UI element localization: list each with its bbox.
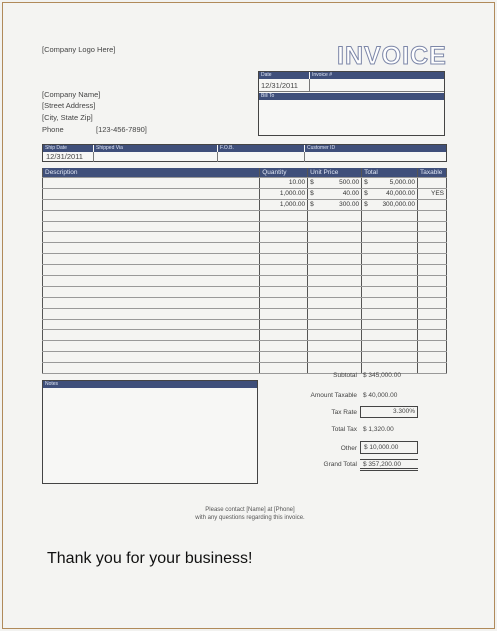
total-cell[interactable] [362, 188, 418, 199]
quantity-cell[interactable] [260, 210, 308, 221]
invoice-title: INVOICE [337, 42, 447, 70]
total-cell[interactable] [362, 286, 418, 297]
table-row [43, 265, 447, 276]
total-header: Total [362, 168, 418, 178]
description-cell[interactable] [43, 363, 260, 374]
taxable-cell[interactable] [417, 210, 446, 221]
description-cell[interactable] [43, 297, 260, 308]
total-cell[interactable] [362, 308, 418, 319]
description-cell[interactable] [43, 254, 260, 265]
description-cell[interactable] [43, 188, 260, 199]
currency-symbol: $ [364, 201, 368, 209]
total-cell[interactable] [362, 341, 418, 352]
taxable-cell[interactable] [417, 254, 446, 265]
divider [93, 152, 94, 162]
subtotal-label: Subtotal [333, 372, 357, 379]
taxable-cell[interactable] [417, 243, 446, 254]
currency-symbol: $ [310, 190, 314, 198]
description-cell[interactable] [43, 210, 260, 221]
taxable-cell[interactable] [417, 232, 446, 243]
tax-rate-input[interactable]: 3.300% [360, 406, 418, 418]
divider [259, 91, 444, 92]
description-cell[interactable] [43, 265, 260, 276]
quantity-cell[interactable] [260, 243, 308, 254]
notes-box[interactable] [42, 380, 258, 484]
invoice-date[interactable]: 12/31/2011 [261, 81, 298, 90]
table-row [43, 286, 447, 297]
table-row [43, 210, 447, 221]
unit-price-cell[interactable] [308, 308, 362, 319]
amount-taxable-value: $ 40,000.00 [363, 392, 398, 399]
total-cell[interactable] [362, 178, 418, 189]
table-row [43, 178, 447, 189]
thank-you-message: Thank you for your business! [47, 550, 253, 567]
taxable-cell[interactable] [417, 221, 446, 232]
phone-label: Phone [42, 125, 64, 134]
table-row [43, 297, 447, 308]
table-row [43, 276, 447, 287]
taxable-cell[interactable] [417, 199, 446, 210]
description-cell[interactable] [43, 352, 260, 363]
unit-price-cell[interactable] [308, 319, 362, 330]
company-street: [Street Address] [42, 101, 96, 110]
unit-price-cell[interactable] [308, 178, 362, 189]
description-cell[interactable] [43, 341, 260, 352]
total-cell[interactable] [362, 221, 418, 232]
taxable-cell[interactable] [417, 178, 446, 189]
total-cell[interactable] [362, 265, 418, 276]
unit-price-cell[interactable] [308, 210, 362, 221]
customer-id-header: Customer ID [305, 145, 446, 152]
total-cell[interactable] [362, 276, 418, 287]
total-value: 300,000.00 [382, 201, 415, 209]
total-cell[interactable] [362, 254, 418, 265]
unit-price-value: 500.00 [339, 179, 360, 187]
quantity-cell[interactable] [260, 276, 308, 287]
description-cell[interactable] [43, 276, 260, 287]
total-cell[interactable] [362, 199, 418, 210]
quantity-cell[interactable] [260, 265, 308, 276]
unit-price-cell[interactable] [308, 330, 362, 341]
currency-symbol: $ [364, 190, 368, 198]
unit-price-header: Unit Price [308, 168, 362, 178]
unit-price-cell[interactable] [308, 221, 362, 232]
quantity-cell[interactable] [260, 286, 308, 297]
description-cell[interactable] [43, 232, 260, 243]
tax-rate-label: Tax Rate [331, 409, 357, 416]
quantity-cell[interactable]: 10.00 [260, 178, 308, 189]
table-row [43, 243, 447, 254]
company-phone: [123-456-7890] [96, 125, 147, 134]
description-cell[interactable] [43, 319, 260, 330]
divider [217, 152, 218, 162]
description-cell[interactable] [43, 243, 260, 254]
total-cell[interactable] [362, 352, 418, 363]
contact-line-1: Please contact [Name] at [Phone] [205, 507, 295, 513]
table-row [43, 352, 447, 363]
items-header-row [43, 168, 447, 178]
taxable-cell[interactable] [417, 330, 446, 341]
taxable-cell[interactable] [417, 319, 446, 330]
quantity-cell[interactable] [260, 352, 308, 363]
unit-price-cell[interactable] [308, 297, 362, 308]
quantity-cell[interactable] [260, 232, 308, 243]
quantity-cell[interactable] [260, 297, 308, 308]
invoice-number-header: Invoice # [310, 72, 444, 79]
total-cell[interactable] [362, 297, 418, 308]
quantity-cell[interactable]: 1,000.00 [260, 199, 308, 210]
company-name: [Company Name] [42, 90, 101, 99]
ship-date-value[interactable]: 12/31/2011 [46, 152, 83, 161]
quantity-cell[interactable] [260, 319, 308, 330]
taxable-cell[interactable] [417, 341, 446, 352]
table-row [43, 254, 447, 265]
taxable-cell[interactable] [417, 363, 446, 374]
description-cell[interactable] [43, 308, 260, 319]
description-header: Description [43, 168, 260, 178]
quantity-cell[interactable] [260, 254, 308, 265]
unit-price-cell[interactable] [308, 254, 362, 265]
table-row [43, 199, 447, 210]
quantity-cell[interactable] [260, 341, 308, 352]
amount-taxable-label: Amount Taxable [310, 392, 357, 399]
unit-price-cell[interactable] [308, 232, 362, 243]
total-tax-value: $ 1,320.00 [363, 426, 394, 433]
total-cell[interactable] [362, 330, 418, 341]
unit-price-cell[interactable] [308, 265, 362, 276]
description-cell[interactable] [43, 178, 260, 189]
quantity-cell[interactable] [260, 330, 308, 341]
quantity-cell[interactable] [260, 308, 308, 319]
grand-total-label: Grand Total [323, 461, 357, 468]
table-row [43, 341, 447, 352]
shipped-via-header: Shipped Via [94, 145, 217, 152]
taxable-cell[interactable] [417, 276, 446, 287]
taxable-cell[interactable]: YES [417, 188, 446, 199]
table-row [43, 319, 447, 330]
divider [309, 79, 310, 91]
unit-price-value: 300.00 [339, 201, 360, 209]
unit-price-cell[interactable] [308, 243, 362, 254]
unit-price-cell[interactable] [308, 352, 362, 363]
taxable-cell[interactable] [417, 308, 446, 319]
other-input[interactable]: $ 10,000.00 [360, 441, 418, 454]
quantity-header: Quantity [260, 168, 308, 178]
unit-price-cell[interactable] [308, 188, 362, 199]
ship-date-header: Ship Date [43, 145, 93, 152]
total-value: 40,000.00 [386, 190, 415, 198]
description-cell[interactable] [43, 330, 260, 341]
subtotal-value: $ 345,000.00 [363, 372, 401, 379]
taxable-cell[interactable] [417, 286, 446, 297]
unit-price-value: 40.00 [342, 190, 360, 198]
unit-price-cell[interactable] [308, 276, 362, 287]
notes-header: Notes [43, 381, 257, 388]
description-cell[interactable] [43, 199, 260, 210]
other-label: Other [340, 445, 357, 452]
total-cell[interactable] [362, 319, 418, 330]
table-row [43, 232, 447, 243]
description-cell[interactable] [43, 286, 260, 297]
table-row [43, 330, 447, 341]
grand-total-value: $ 357,200.00 [360, 459, 418, 471]
currency-symbol: $ [310, 201, 314, 209]
total-cell[interactable] [362, 210, 418, 221]
quantity-cell[interactable] [260, 221, 308, 232]
company-logo-placeholder: [Company Logo Here] [42, 45, 116, 54]
unit-price-cell[interactable] [308, 341, 362, 352]
contact-line-2: with any questions regarding this invoice. [195, 515, 305, 521]
divider [304, 152, 305, 162]
total-cell[interactable] [362, 243, 418, 254]
company-city: [City, State Zip] [42, 113, 93, 122]
description-cell[interactable] [43, 221, 260, 232]
currency-symbol: $ [364, 179, 368, 187]
total-value: 5,000.00 [389, 179, 415, 187]
total-tax-label: Total Tax [331, 426, 357, 433]
table-row [43, 188, 447, 199]
currency-symbol: $ [310, 179, 314, 187]
date-header: Date [259, 72, 309, 79]
items-table [42, 168, 447, 374]
unit-price-cell[interactable] [308, 199, 362, 210]
total-cell[interactable] [362, 232, 418, 243]
unit-price-cell[interactable] [308, 286, 362, 297]
taxable-header: Taxable [417, 168, 446, 178]
fob-header: F.O.B. [218, 145, 304, 152]
taxable-cell[interactable] [417, 265, 446, 276]
table-row [43, 221, 447, 232]
quantity-cell[interactable]: 1,000.00 [260, 188, 308, 199]
bill-to-header: Bill To [259, 93, 444, 100]
table-row [43, 308, 447, 319]
taxable-cell[interactable] [417, 352, 446, 363]
taxable-cell[interactable] [417, 297, 446, 308]
